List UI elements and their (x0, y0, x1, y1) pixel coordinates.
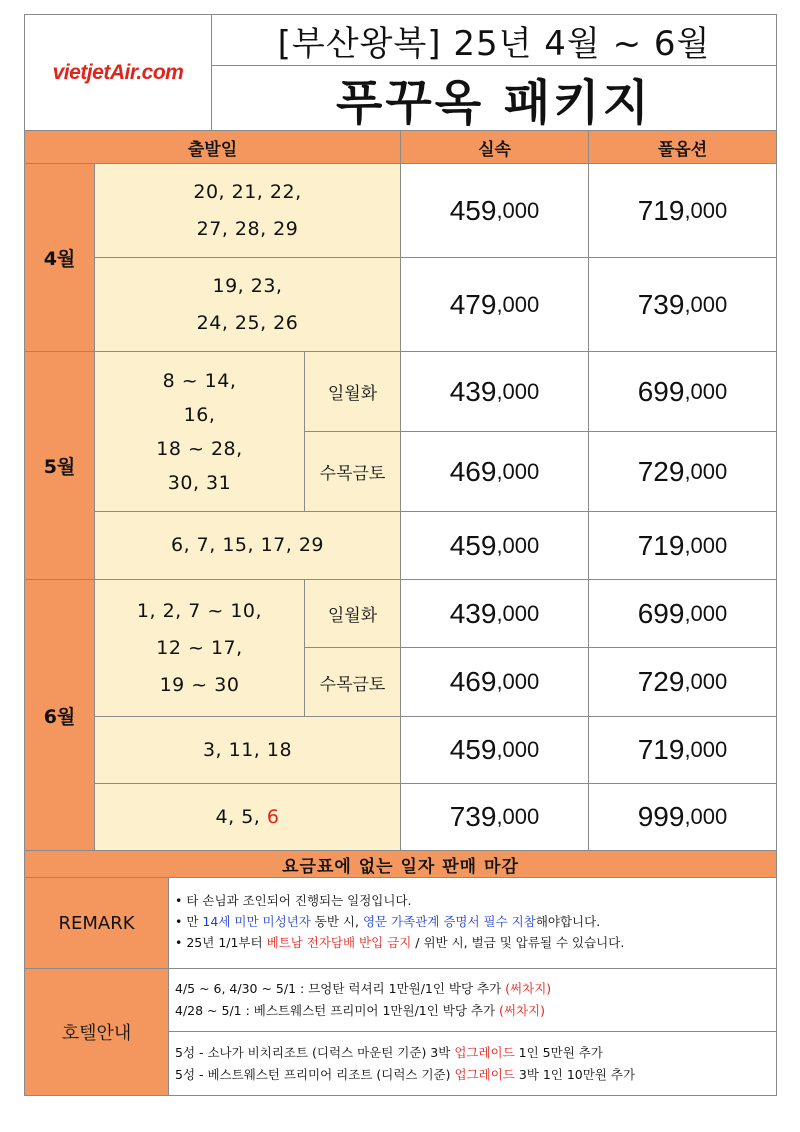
price-suffix: ,000 (684, 737, 728, 762)
month-may (24, 351, 95, 580)
price-main: 439 (449, 375, 497, 407)
weekday-cell (304, 647, 401, 717)
hotel-line (175, 1064, 776, 1086)
price-silsok (400, 257, 589, 352)
price-fulloption (588, 716, 777, 784)
month-april-text: 4월 (43, 248, 76, 270)
col-header-departure-text: 출발일 (187, 139, 238, 160)
closing-note (24, 850, 777, 878)
price-suffix: ,000 (496, 669, 540, 694)
hotel-line (175, 1000, 776, 1022)
weekday-cell (304, 431, 401, 512)
price-suffix: ,000 (496, 804, 540, 829)
price-suffix: ,000 (684, 600, 728, 626)
price-silsok (400, 716, 589, 784)
hotel-text-highlight: 업그레이드 (454, 1067, 515, 1082)
weekday-label: 수목금토 (319, 464, 386, 484)
price-suffix: ,000 (496, 458, 540, 484)
dates-line (216, 799, 280, 836)
dates-cell (94, 579, 305, 717)
dates-line: 8 ~ 14, (162, 369, 237, 392)
price-silsok (400, 647, 589, 717)
remark-text: 25년 1/1부터 (186, 935, 267, 950)
price-main: 459 (449, 194, 497, 226)
col-header-departure (24, 130, 401, 164)
hotel-text: 1인 5만원 추가 (514, 1045, 603, 1060)
col-header-fulloption-text: 풀옵션 (657, 139, 708, 160)
remark-text: / 위반 시, 벌금 및 압류될 수 있습니다. (411, 935, 625, 950)
hotel-line (175, 1042, 776, 1064)
dates-cell (94, 511, 401, 580)
month-june (24, 579, 95, 851)
price-main: 469 (449, 666, 497, 697)
price-suffix: ,000 (684, 669, 728, 694)
price-suffix: ,000 (684, 532, 728, 558)
dates-line: 3, 11, 18 (202, 738, 293, 761)
dates-line: 1, 2, 7 ~ 10, (136, 599, 263, 622)
price-suffix: ,000 (496, 197, 540, 223)
remark-text-highlight: 14세 미만 미성년자 (202, 914, 311, 929)
weekday-cell (304, 351, 401, 432)
hotel-text: 4/28 ~ 5/1 : 베스트웨스턴 프리미어 1만원/1인 박당 추가 (175, 1003, 500, 1018)
price-suffix: ,000 (496, 737, 540, 762)
price-fulloption (588, 351, 777, 432)
price-silsok (400, 579, 589, 648)
remark-text: 만 (186, 914, 203, 929)
month-april (24, 163, 95, 352)
hotel-text: 4/5 ~ 6, 4/30 ~ 5/1 : 므엉탄 럭셔리 1만원/1인 박당 추가 (175, 981, 506, 996)
hotel-text-highlight: (써차지) (505, 981, 552, 996)
closing-note-text: 요금표에 없는 일자 판매 마감 (282, 856, 519, 877)
month-may-text: 5월 (43, 456, 76, 478)
price-fulloption (588, 783, 777, 851)
dates-line: 19, 23, (212, 274, 283, 297)
dates-line: 16, (183, 403, 216, 426)
dates-cell (94, 351, 305, 512)
price-main: 479 (449, 288, 497, 320)
dates-line: 12 ~ 17, (156, 636, 243, 659)
hotel-text: 3박 1인 10만원 추가 (514, 1067, 636, 1082)
price-main: 729 (637, 666, 685, 697)
price-suffix: ,000 (496, 291, 540, 317)
price-suffix: ,000 (684, 458, 728, 484)
price-main: 459 (449, 529, 497, 561)
remark-content (168, 877, 777, 969)
dates-cell (94, 257, 401, 352)
dates-cell (94, 716, 401, 784)
month-june-text: 6월 (43, 705, 76, 728)
remark-item: • 타 손님과 조인되어 진행되는 일정입니다. (175, 893, 412, 908)
price-main: 699 (637, 597, 685, 629)
hotel-text-highlight: 업그레이드 (454, 1045, 515, 1060)
weekday-label: 일월화 (327, 606, 378, 626)
price-fulloption (588, 511, 777, 580)
price-main: 999 (637, 801, 685, 832)
price-main: 459 (449, 734, 497, 765)
price-fulloption (588, 431, 777, 512)
dates-text-highlight: 6 (266, 805, 280, 828)
price-main: 739 (449, 801, 497, 832)
remark-item: • 만 14세 미만 미성년자 동반 시, 영문 가족관계 증명서 필수 지참해야합니다. (175, 914, 601, 929)
title-line-1 (211, 14, 777, 66)
price-main: 739 (637, 288, 685, 320)
hotel-line (175, 978, 776, 1000)
page-title (211, 65, 777, 131)
price-silsok (400, 783, 589, 851)
remark-text: 타 손님과 조인되어 진행되는 일정입니다. (186, 893, 412, 908)
price-silsok (400, 163, 589, 258)
price-main: 719 (637, 529, 685, 561)
price-fulloption (588, 647, 777, 717)
price-silsok (400, 351, 589, 432)
hotel-text: 5성 - 소나가 비치리조트 (디럭스 마운틴 기준) 3박 (175, 1045, 455, 1060)
dates-cell (94, 163, 401, 258)
hotel-text-highlight: (써차지) (499, 1003, 546, 1018)
dates-line: 30, 31 (167, 471, 232, 494)
price-suffix: ,000 (684, 291, 728, 317)
remark-text-highlight: 영문 가족관계 증명서 필수 지참 (362, 914, 536, 929)
title-line-1-text: [부산왕복] 25년 4월 ~ 6월 (277, 23, 711, 64)
price-main: 469 (449, 455, 497, 487)
page-title-text: 푸꾸옥 패키지 (336, 74, 652, 131)
remark-text: 해야합니다. (535, 914, 601, 929)
remark-text: 동반 시, (310, 914, 363, 929)
dates-line: 27, 28, 29 (196, 217, 299, 240)
price-main: 439 (449, 597, 497, 629)
price-fulloption (588, 579, 777, 648)
col-header-silsok (400, 130, 589, 164)
price-suffix: ,000 (684, 804, 728, 829)
price-suffix: ,000 (496, 532, 540, 558)
dates-text: 4, 5, (215, 805, 267, 828)
remark-item: • 25년 1/1부터 베트남 전자담배 반입 금지 / 위반 시, 벌금 및 압류될 수 있습니다. (175, 935, 625, 950)
price-main: 729 (637, 455, 685, 487)
remark-text-highlight: 베트남 전자담배 반입 금지 (266, 935, 412, 950)
dates-line: 18 ~ 28, (156, 437, 243, 460)
hotel-label (24, 968, 169, 1096)
hotel-text: 5성 - 베스트웨스턴 프리미어 리조트 (디럭스 기준) (175, 1067, 455, 1082)
col-header-silsok-text: 실속 (478, 139, 511, 160)
hotel-surcharge (168, 968, 777, 1032)
dates-line: 19 ~ 30 (159, 673, 240, 696)
price-main: 719 (637, 734, 685, 765)
weekday-cell (304, 579, 401, 648)
dates-line: 6, 7, 15, 17, 29 (170, 534, 325, 556)
price-suffix: ,000 (684, 378, 728, 404)
vietjet-logo: vietjetAir.com (52, 60, 184, 84)
price-main: 719 (637, 194, 685, 226)
price-fulloption (588, 163, 777, 258)
hotel-label-text: 호텔안내 (61, 1023, 132, 1044)
dates-line: 20, 21, 22, (193, 180, 302, 203)
price-main: 699 (637, 375, 685, 407)
remark-label (24, 877, 169, 969)
weekday-label: 일월화 (327, 384, 378, 404)
dates-cell (94, 783, 401, 851)
price-suffix: ,000 (496, 600, 540, 626)
col-header-fulloption (588, 130, 777, 164)
price-suffix: ,000 (684, 197, 728, 223)
remark-label-text: REMARK (58, 912, 135, 934)
price-suffix: ,000 (496, 378, 540, 404)
price-fulloption (588, 257, 777, 352)
price-silsok (400, 511, 589, 580)
weekday-label: 수목금토 (319, 674, 386, 695)
dates-line: 24, 25, 26 (196, 311, 299, 334)
logo-cell (24, 14, 212, 131)
hotel-upgrade (168, 1031, 777, 1096)
price-silsok (400, 431, 589, 512)
